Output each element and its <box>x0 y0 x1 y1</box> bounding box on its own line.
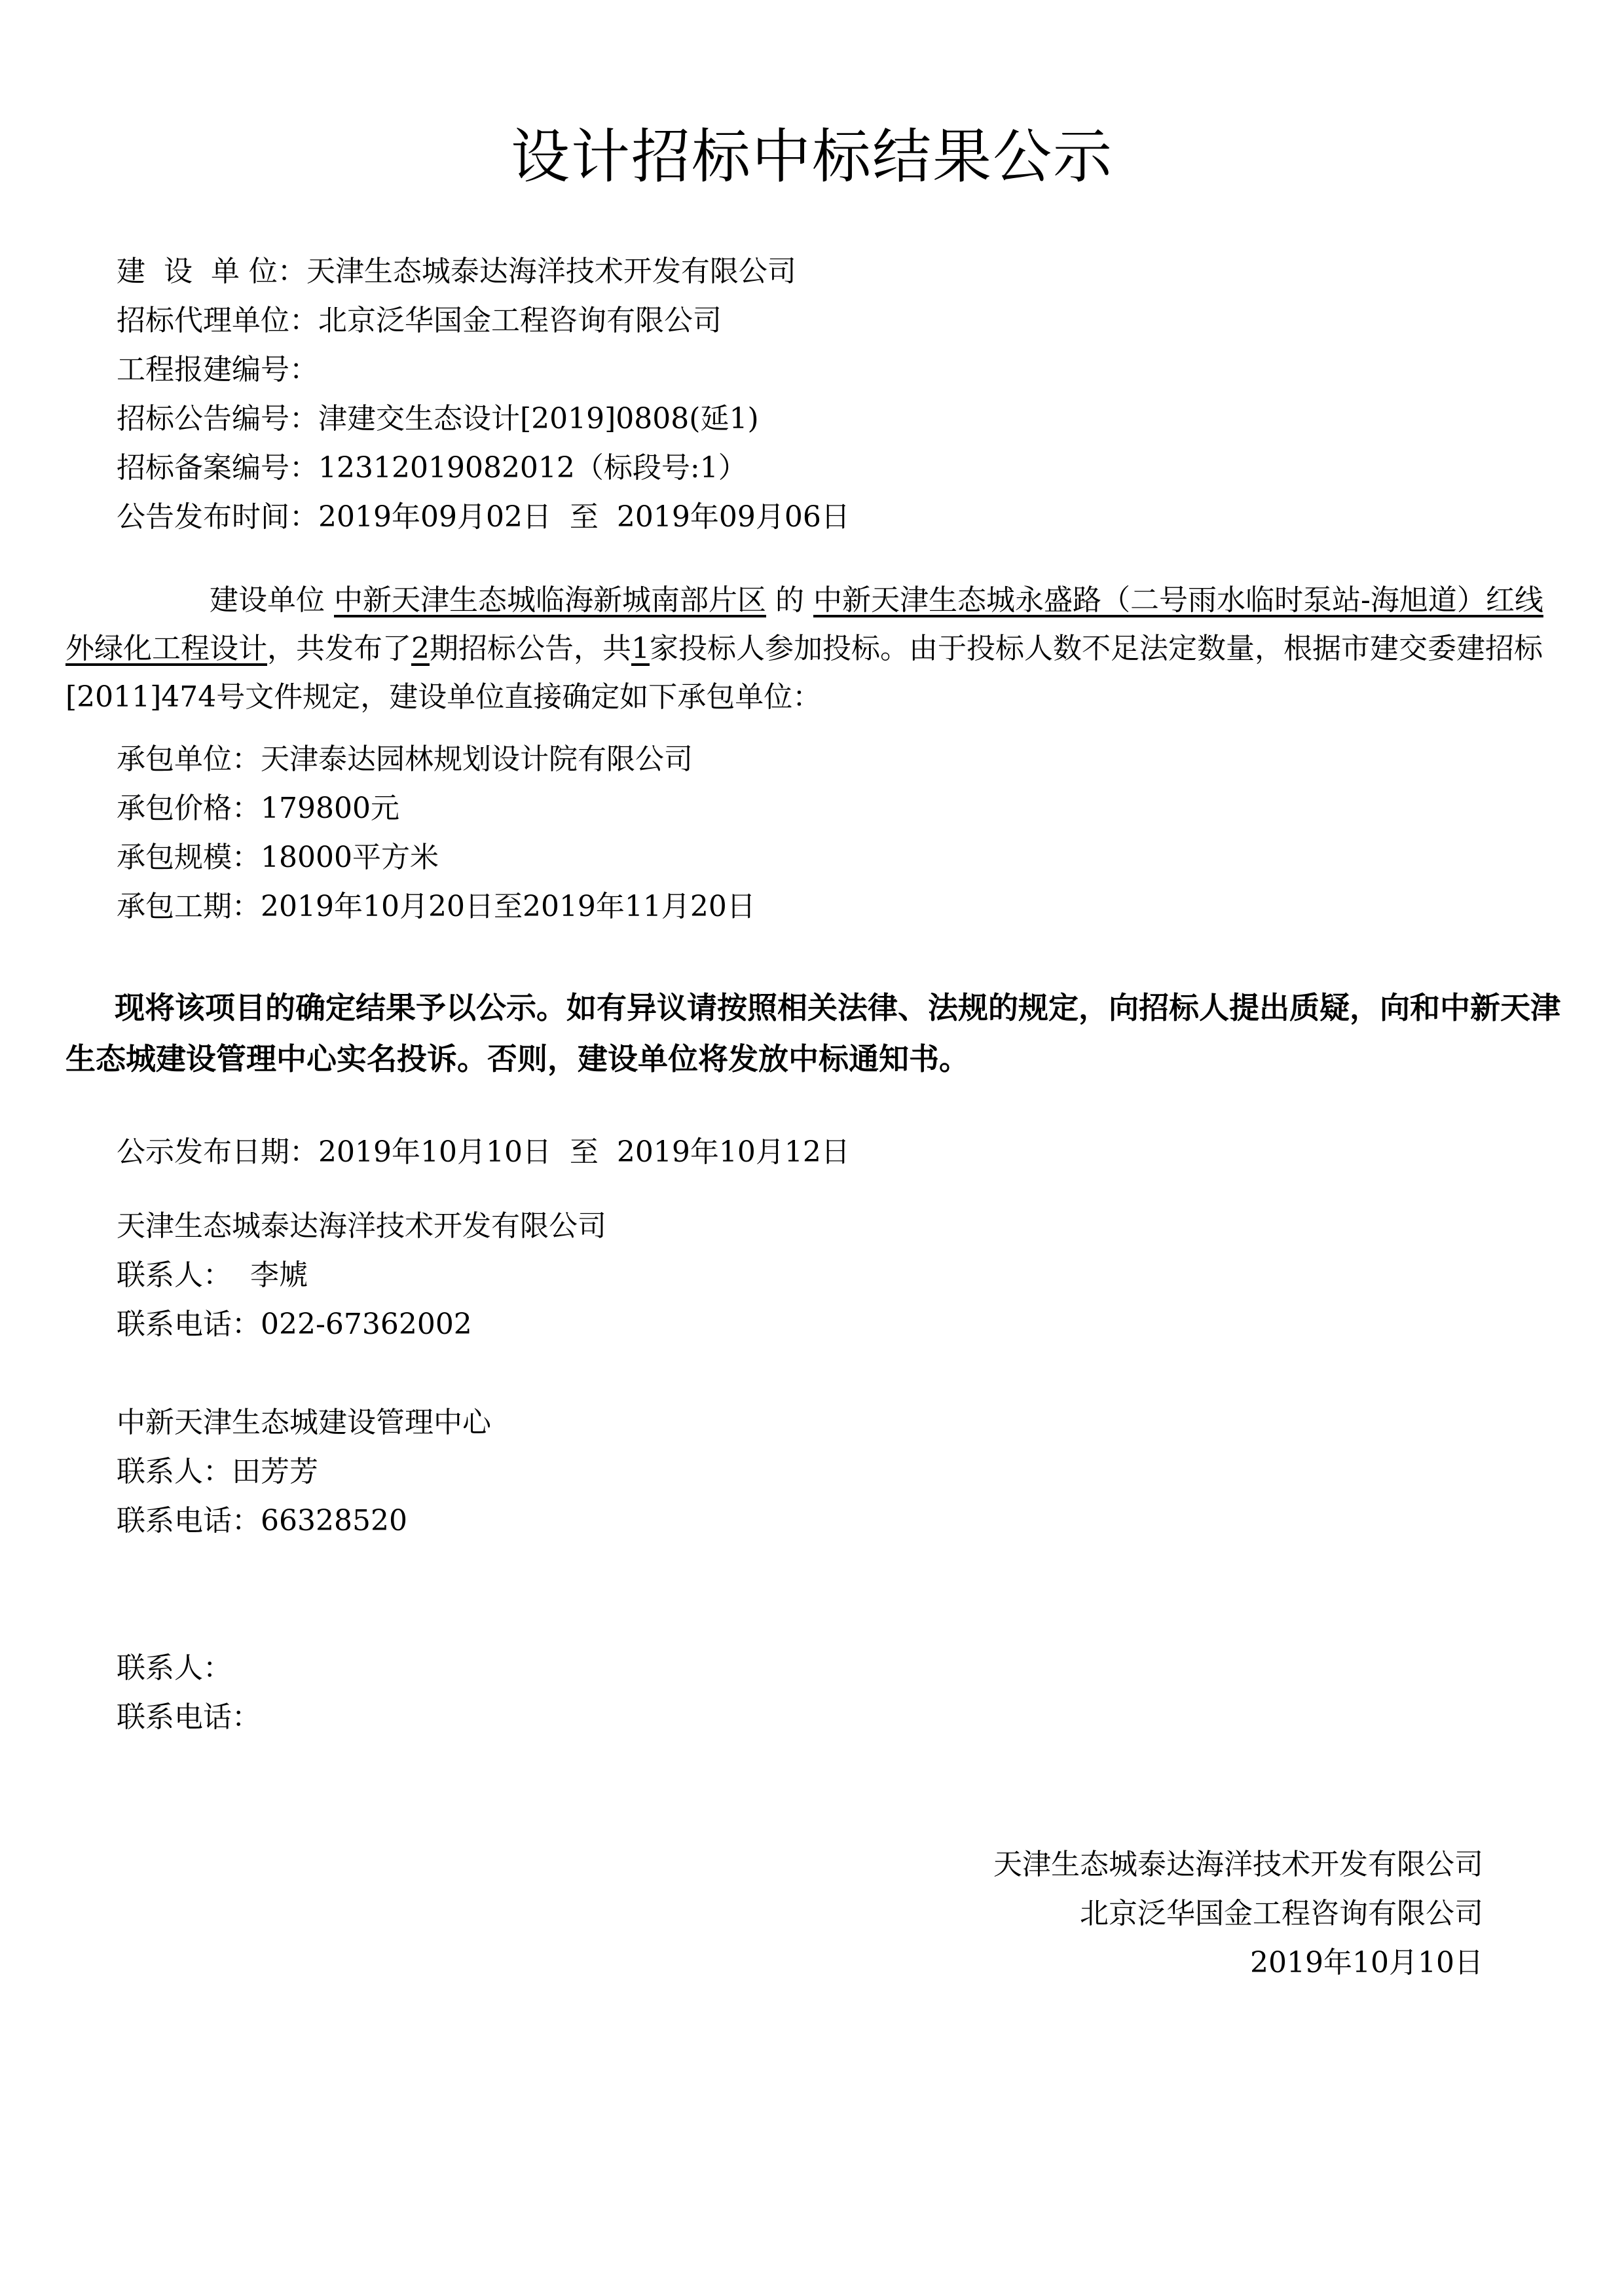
contract-row-scale <box>117 838 439 877</box>
info-value: 天津生态城泰达海洋技术开发有限公司 <box>306 255 796 288</box>
intro-text: 家投标人参加投标。由于投标人数不足法定数量，根据市建交委建招标[2011]474号文件规定，建设单位直接确定如下承包单位： <box>65 632 1543 714</box>
bidder-count: 1 <box>631 632 650 665</box>
contract-value: 2019年10月20日至2019年11月20日 <box>261 890 756 923</box>
intro-text: ，共发布了 <box>267 632 411 665</box>
contact-person-3: 联系人： <box>117 1651 232 1685</box>
contract-label: 承包单位： <box>117 743 261 776</box>
construction-unit-name: 中新天津生态城临海新城南部片区 <box>334 583 766 617</box>
intro-paragraph <box>65 576 1565 722</box>
info-value: 2019年09月02日 至 2019年09月06日 <box>318 500 850 534</box>
contract-row-price <box>117 789 399 828</box>
project-name: 中新天津生态城永盛路（二号雨水临时泵站-海旭道）红线外绿化工程设计 <box>65 583 1543 665</box>
contract-value: 18000平方米 <box>261 841 439 874</box>
page-title: 设计招标中标结果公示 <box>511 122 1113 191</box>
contact-org-2: 中新天津生态城建设管理中心 <box>117 1406 491 1439</box>
contact-phone-1: 联系电话：022-67362002 <box>117 1308 472 1341</box>
info-row-announcement-no <box>117 399 759 439</box>
contract-row-duration <box>117 887 756 927</box>
info-row-filing-no <box>117 449 747 488</box>
contact-person-2: 联系人：田芳芳 <box>117 1455 318 1488</box>
info-label: 招标公告编号： <box>117 402 318 435</box>
signature-org-1: 天津生态城泰达海洋技术开发有限公司 <box>993 1848 1483 1881</box>
contract-label: 承包工期： <box>117 890 261 923</box>
contract-value: 179800元 <box>261 792 399 825</box>
info-label: 公告发布时间： <box>117 500 318 534</box>
contact-phone-2: 联系电话：66328520 <box>117 1504 407 1537</box>
intro-text: 的 <box>775 583 804 617</box>
contract-value: 天津泰达园林规划设计院有限公司 <box>261 743 693 776</box>
info-label: 招标代理单位： <box>117 304 318 337</box>
contact-phone-3: 联系电话： <box>117 1700 261 1734</box>
contract-row-contractor <box>117 740 693 779</box>
info-value: 北京泛华国金工程咨询有限公司 <box>318 304 722 337</box>
info-label: 建 设 单 位： <box>117 255 306 288</box>
notice-paragraph <box>65 982 1565 1084</box>
signature-date: 2019年10月10日 <box>1250 1946 1483 1979</box>
info-row-registration-no <box>117 350 318 390</box>
notice-text: 现将该项目的确定结果予以公示。如有异议请按照相关法律、法规的规定，向招标人提出质疑，向和中新天津生态城建设管理中心实名投诉。否则，建设单位将发放中标通知书。 <box>65 990 1560 1076</box>
announcement-periods: 2 <box>411 632 430 665</box>
publicity-date: 公示发布日期：2019年10月10日 至 2019年10月12日 <box>117 1135 850 1169</box>
contact-person-1: 联系人： 李虓 <box>117 1258 308 1292</box>
info-label: 招标备案编号： <box>117 451 318 485</box>
info-value: 津建交生态设计[2019]0808(延1) <box>318 402 759 435</box>
info-row-agency <box>117 301 722 340</box>
info-label: 工程报建编号： <box>117 353 318 386</box>
intro-text: 期招标公告，共 <box>430 632 631 665</box>
signature-org-2: 北京泛华国金工程咨询有限公司 <box>1080 1897 1483 1930</box>
contract-label: 承包价格： <box>117 792 261 825</box>
info-value: 12312019082012（标段号:1） <box>318 451 747 485</box>
intro-text: 建设单位 <box>210 583 325 617</box>
info-row-publish-time <box>117 498 850 537</box>
contact-org-1: 天津生态城泰达海洋技术开发有限公司 <box>117 1209 606 1243</box>
contract-label: 承包规模： <box>117 841 261 874</box>
info-row-construction-unit <box>117 252 796 291</box>
